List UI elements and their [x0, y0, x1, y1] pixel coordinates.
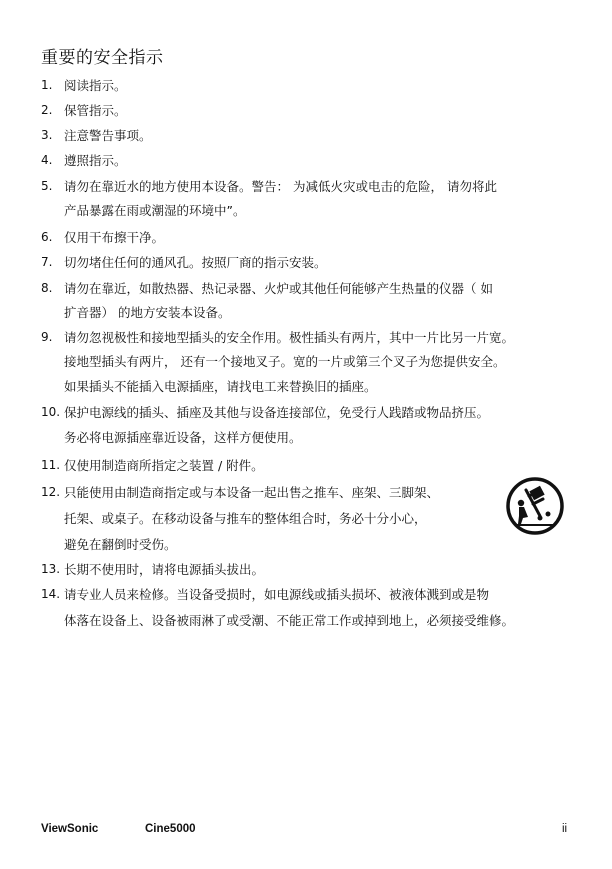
item-number: 13.	[41, 562, 61, 576]
page-number: ii	[562, 823, 568, 835]
item-number: 9.	[41, 330, 53, 344]
item-number: 8.	[41, 281, 53, 295]
item-text: 扩音器） 的地方安装本设备。	[64, 305, 231, 320]
item-number: 2.	[41, 103, 53, 117]
page-title: 重要的安全指示	[41, 48, 164, 68]
item-number: 1.	[41, 78, 53, 92]
item-text: 注意警告事项。	[64, 128, 152, 143]
item-text: 仅使用制造商所指定之装置 / 附件。	[64, 458, 264, 473]
footer-brand: ViewSonic	[41, 823, 99, 835]
item-number: 11.	[41, 458, 61, 472]
item-text: 请专业人员来检修。当设备受损时，如电源线或插头损坏、被液体溅到或是物	[64, 587, 490, 602]
item-text: 请勿忽视极性和接地型插头的安全作用。极性插头有两片，其中一片比另一片宽。	[64, 330, 515, 345]
item-text: 保护电源线的插头、插座及其他与设备连接部位，免受行人践踏或物品挤压。	[64, 405, 490, 420]
item-number: 14.	[41, 587, 61, 601]
item-text: 接地型插头有两片， 还有一个接地叉子。宽的一片或第三个叉子为您提供安全。	[64, 354, 506, 369]
item-number: 7.	[41, 255, 53, 269]
item-text: 务必将电源插座靠近设备，这样方便使用。	[64, 430, 302, 445]
item-text: 请勿在靠近水的地方使用本设备。警告： 为减低火灾或电击的危险， 请勿将此	[64, 179, 497, 194]
item-text: 长期不使用时，请将电源插头拔出。	[64, 562, 265, 577]
item-text: 保管指示。	[64, 103, 127, 118]
item-text: 避免在翻倒时受伤。	[64, 537, 177, 552]
footer-model: Cine5000	[145, 823, 196, 835]
item-number: 6.	[41, 230, 53, 244]
item-text: 如果插头不能插入电源插座，请找电工来替换旧的插座。	[64, 379, 377, 394]
item-text: 阅读指示。	[64, 78, 127, 93]
item-text: 体落在设备上、设备被雨淋了或受潮、不能正常工作或掉到地上，必须接受维修。	[64, 613, 515, 628]
item-number: 4.	[41, 153, 53, 167]
item-text: 产品暴露在雨或潮湿的环境中”。	[64, 203, 246, 218]
item-number: 5.	[41, 179, 53, 193]
item-number: 12.	[41, 485, 61, 499]
item-text: 只能使用由制造商指定或与本设备一起出售之推车、座架、三脚架、	[64, 485, 440, 500]
item-text: 请勿在靠近，如散热器、热记录器、火炉或其他任何能够产生热量的仪器（ 如	[64, 281, 493, 296]
item-number: 10.	[41, 405, 61, 419]
cart-tip-over-warning-icon	[505, 476, 565, 536]
item-text: 托架、或桌子。在移动设备与推车的整体组合时，务必十分小心，	[64, 511, 427, 526]
item-text: 仅用干布擦干净。	[64, 230, 165, 245]
item-number: 3.	[41, 128, 53, 142]
item-text: 遵照指示。	[64, 153, 127, 168]
item-text: 切勿堵住任何的通风孔。按照厂商的指示安装。	[64, 255, 327, 270]
